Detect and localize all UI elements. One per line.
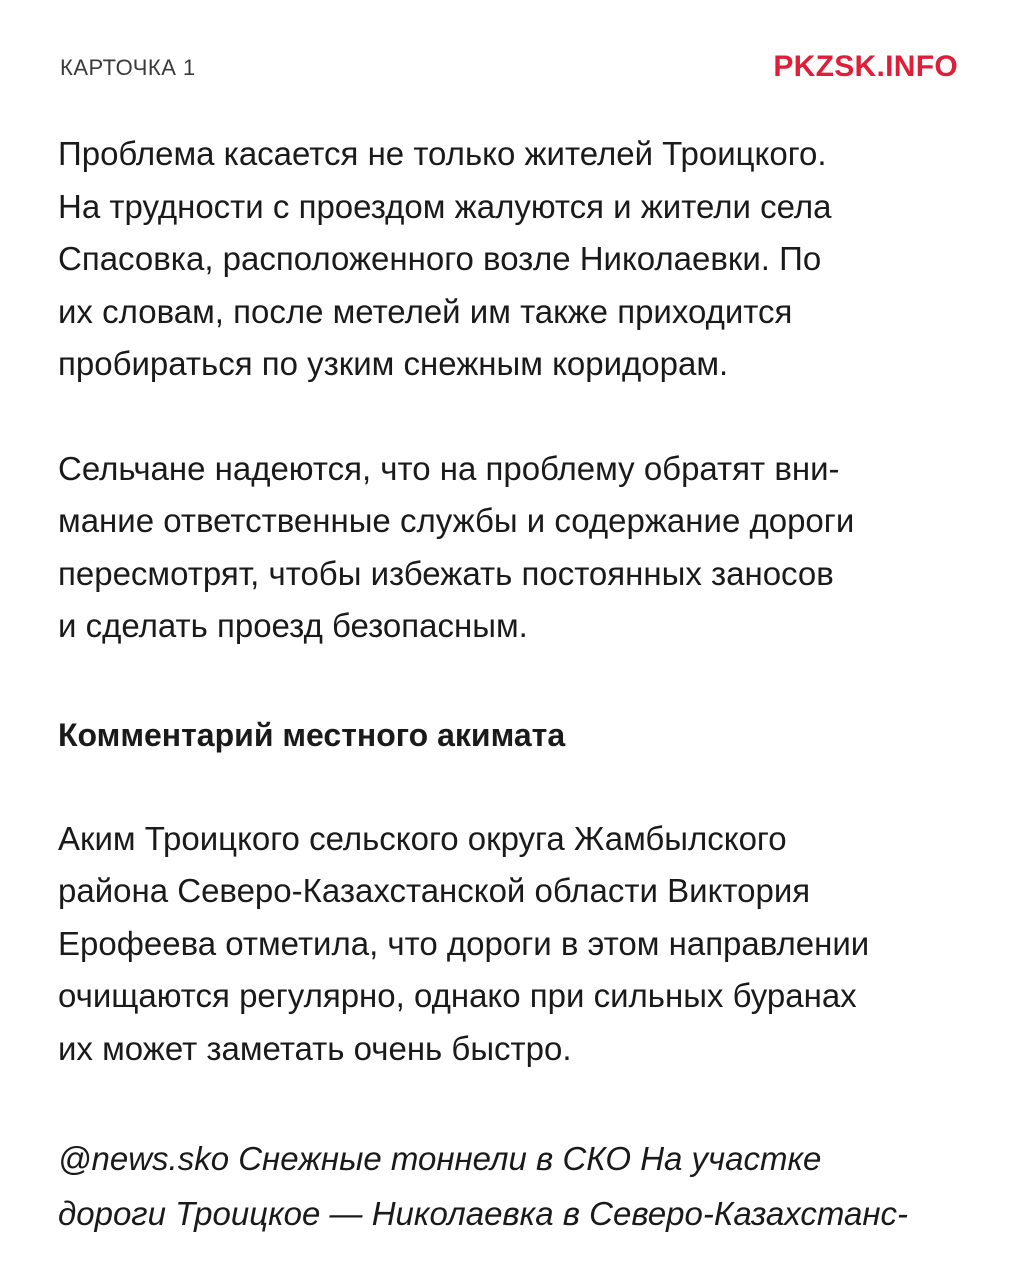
text-line: дороги Троицкое — Николаевка в Северо-Казахстанс- bbox=[58, 1195, 909, 1232]
text-line: пересмотрят, чтобы избежать постоянных заносов bbox=[58, 554, 834, 592]
text-line: Спасовка, расположенного возле Николаевки. По bbox=[58, 240, 822, 277]
text-line: Аким Троицкого сельского округа Жамбылского bbox=[58, 819, 787, 857]
paragraph-1 bbox=[58, 128, 958, 391]
paragraph-spacer bbox=[58, 1075, 958, 1131]
source-quote bbox=[58, 1131, 958, 1241]
section-heading: Комментарий местного акимата bbox=[58, 716, 566, 753]
text-line: очищаются регулярно, однако при сильных буранах bbox=[58, 977, 857, 1014]
text-line: Сельчане надеются, что на проблему обратят вни- bbox=[58, 449, 840, 487]
article-body bbox=[58, 128, 958, 1241]
paragraph-spacer bbox=[58, 761, 958, 813]
paragraph-spacer bbox=[58, 391, 958, 443]
text-line: их словам, после метелей им также приходится bbox=[58, 292, 793, 330]
text-line: Ерофеева отметила, что дороги в этом направлении bbox=[58, 924, 870, 962]
paragraph-2 bbox=[58, 443, 958, 653]
text-line: их может заметать очень быстро. bbox=[58, 1029, 572, 1067]
paragraph-spacer bbox=[58, 653, 958, 709]
paragraph-3 bbox=[58, 813, 958, 1076]
text-line: района Северо-Казахстанской области Виктория bbox=[58, 872, 811, 909]
text-line: мание ответственные службы и содержание дороги bbox=[58, 502, 855, 539]
text-line: и сделать проезд безопасным. bbox=[58, 607, 528, 644]
text-line: @news.sko Снежные тоннели в СКО На участке bbox=[58, 1140, 822, 1177]
card-number-label: КАРТОЧКА 1 bbox=[60, 55, 196, 80]
text-line: Проблема касается не только жителей Троицкого. bbox=[58, 135, 827, 172]
text-line: пробираться по узким снежным коридорам. bbox=[58, 345, 729, 382]
brand-logo-text[interactable]: PKZSK.INFO bbox=[773, 50, 958, 83]
text-line: На трудности с проездом жалуются и жители села bbox=[58, 187, 832, 225]
